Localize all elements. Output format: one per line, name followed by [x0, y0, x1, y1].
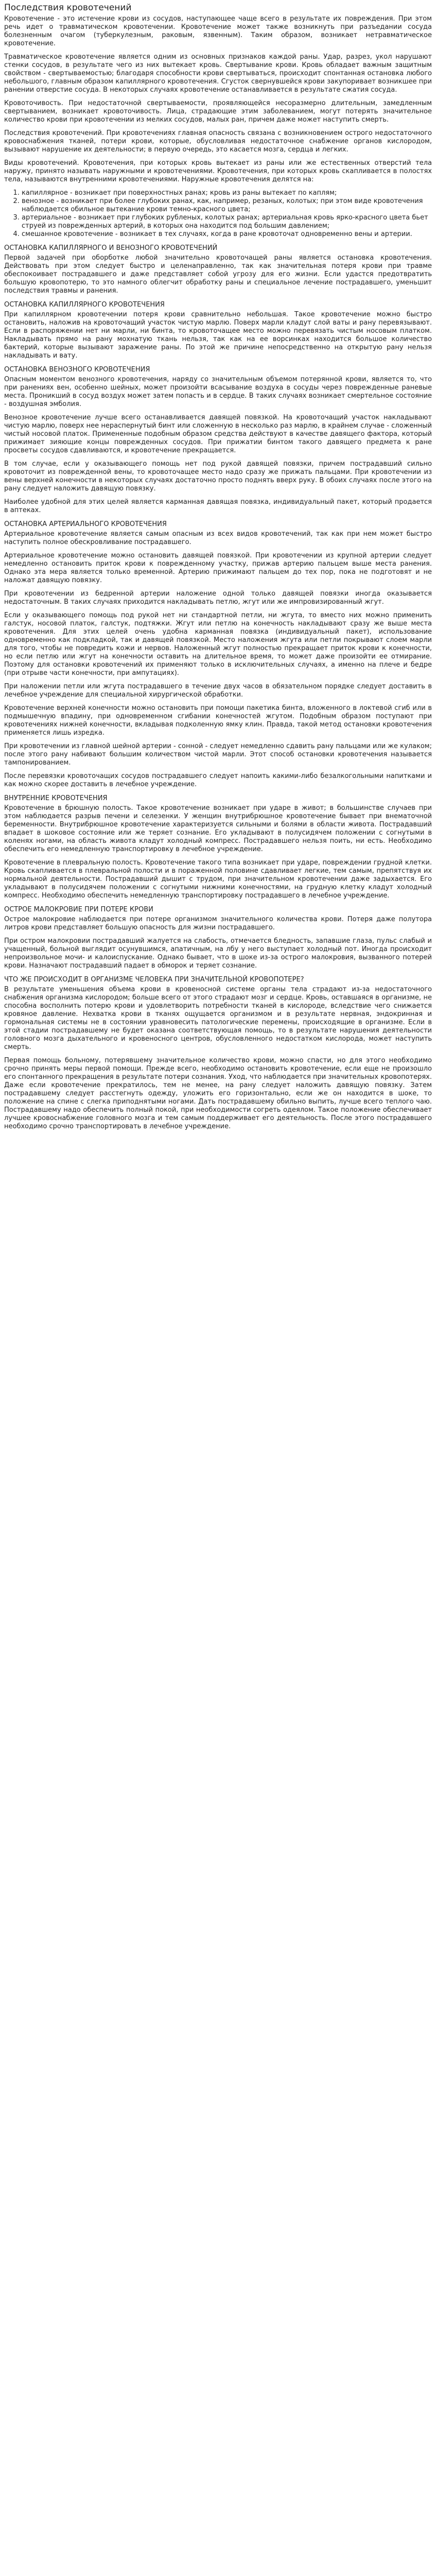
paragraph: При кровотечении из бедренной артерии наложение одной только давящей повязки иногда оказывается недостаточным. В таких случаях приходится накладывать петлю, жгут или же импровизированный жгут.: [4, 590, 432, 606]
paragraph: Кровотечение в брюшную полость. Такое кровотечение возникает при ударе в живот; в большинстве случаев при этом наблюдается разрыв печени и селезенки. У женщин внутрибрюшное кровотечение бывает при внематочной беременности. Внутрибрюшное кровотечение характеризуется сильными и болями в области живота. Пострадавший впадает в шоковое состояние или же теряет сознание. Его укладывают в полусидячем положении с согнутыми в коленях ногами, на область живота кладут холодный компресс. Пострадавшего нельзя поить, ни есть. Необходимо обеспечить его немедленную транспортировку в лечебное учреждение.: [4, 804, 432, 853]
paragraph: При наложении петли или жгута пострадавшего в течение двух часов в обязательном порядке следует доставить в лечебное учреждение для специальной хирургической обработки.: [4, 683, 432, 699]
section-heading: ОСТАНОВКА КАПИЛЛЯРНОГО КРОВОТЕЧЕНИЯ: [4, 301, 165, 309]
list-item: 2. венозное - возникает при более глубоких ранах, как, например, резаных, колотых; при этом виде кровотечения наблюдается обильное вытекание крови темно-красного цвета;: [22, 197, 432, 214]
paragraph: В результате уменьшения объема крови в кровеносной системе органы тела страдают из-за недостаточного снабжения организма кислородом; больше всего от этого страдают мозг и сердце. Кровь, оставшаяся в организме, не способна восполнить потерю крови и удовлетворить потребности тканей в кислороде, вследствие чего снижается кровяное давление. Нехватка крови в тканях ощущается организмом и в результате нервная, эндокринная и гормональная системы не в состоянии уравновесить патологические перемены, происходящие в организме. Если в этой стадии пострадавшему не будет оказана соответствующая помощь, то в результате нарушения деятельности головного мозга дыхательного и кровеносного центров, обусловленного недостатком кислорода, может наступить смерть.: [4, 986, 432, 1051]
paragraph: Артериальное кровотечение можно остановить давящей повязкой. При кровотечении из крупной артерии следует немедленно остановить приток крови к поврежденному участку, прижав артерию пальцем выше места ранения. Однако эта мера является только временной. Артерию прижимают пальцем до тех пор, пока не подготовят и не наложат давящую повязку.: [4, 552, 432, 584]
paragraph: Артериальное кровотечение является самым опасным из всех видов кровотечений, так как при нем может быстро наступить полное обескровливание пострадавшего.: [4, 530, 432, 546]
paragraph: Последствия кровотечений. При кровотечениях главная опасность связана с возникновением острого недостаточного кровоснабжения тканей, потери крови, которые, обусловливая недостаточное снабжение органов кислородом, вызывают нарушение их деятельности; в первую очередь, это касается мозга, сердца и легких.: [4, 129, 432, 154]
paragraph: Наиболее удобной для этих целей является карманная давящая повязка, индивидуальный пакет, который продается в аптеках.: [4, 498, 432, 514]
paragraph: Кровотечение - это истечение крови из сосудов, наступающее чаще всего в результате их повреждения. При этом речь идет о травматическом кровотечении. Кровотечение может также возникнуть при разъедании сосуда болезненным очагом (туберкулезным, раковым, язвенным). Таким образом, возникает нетравматическое кровотечение.: [4, 15, 432, 47]
document-body: [4, 15, 432, 1131]
numbered-list: [4, 189, 432, 239]
section-heading: ВНУТРЕННИЕ КРОВОТЕЧЕНИЯ: [4, 794, 108, 802]
paragraph: Если у оказывающего помощь под рукой нет ни стандартной петли, ни жгута, то вместо них можно применить галстук, носовой платок, галстук, подтяжки. Жгут или петлю на конечность накладывают сразу же выше места кровотечения. Для этих целей очень удобна карманная повязка (индивидуальный пакет), использование одновременно как подкладкой, так и давящей повязкой. Место наложения жгута или петли покрывают слоем марли для того, чтобы не повредить кожи и нервов. Наложенный жгут полностью прекращает приток крови к конечности, но если петлю или жгут на конечности оставить на длительное время, то может даже произойти ее отмирание. Поэтому для остановки кровотечений их применяют только в исключительных случаях, а именно на плече и бедре (при отрыве части конечности, при ампутациях).: [4, 612, 432, 677]
paragraph: При кровотечении из главной шейной артерии - сонной - следует немедленно сдавить рану пальцами или же кулаком; после этого рану набивают большим количеством чистой марли. Этот способ остановки кровотечения называется тампонированием.: [4, 742, 432, 767]
page-title: Последствия кровотечений: [4, 3, 132, 13]
paragraph: Опасным моментом венозного кровотечения, наряду со значительным объемом потерянной крови, является то, что при ранениях вен, особенно шейных, может произойти всасывание воздуха в сосуды через поврежденные раневые места. Проникший в сосуд воздух может затем попасть и в сердце. В таких случаях возникает смертельное состояние - воздушная эмболия.: [4, 376, 432, 408]
paragraph: Кровоточивость. При недостаточной свертываемости, проявляющейся несоразмерно длительным, замедленным свертыванием, возникает кровоточивость. Лица, страдающие этим заболеванием, могут потерять значительное количество крови при кровотечении из мелких сосудов, малых ран, причем даже может наступить смерть.: [4, 99, 432, 124]
paragraph: Венозное кровотечение лучше всего останавливается давящей повязкой. На кровоточащий участок накладывают чистую марлю, поверх нее нераспернутый бинт или сложенную в несколько раз марлю, в крайнем случае - сложенный чистый носовой платок. Примененные подобным образом средства действуют в качестве давящего фактора, который прижимает зияющие концы поврежденных сосудов. При прижатии бинтом такого давящего предмета к ране просветы сосудов сдавливаются, и кровотечение прекращается.: [4, 414, 432, 454]
paragraph: После перевязки кровоточащих сосудов пострадавшего следует напоить какими-либо безалкогольными напитками и как можно скорее доставить в лечебное учреждение.: [4, 772, 432, 788]
paragraph: Острое малокровие наблюдается при потере организмом значительного количества крови. Потеря даже полутора литров крови представляет большую опасность для жизни пострадавшего.: [4, 916, 432, 931]
paragraph: Кровотечение верхней конечности можно остановить при помощи пакетика бинта, вложенного в локтевой сгиб или в подмышечную впадину, при одновременном сгибании конечностей жгутом. Подобным образом поступают при кровотечениях нижней конечности, вкладывая подколенную ямку клин. Правда, такой метод остановки кровотечения применяется лишь изредка.: [4, 704, 432, 737]
list-item: 4. смешанное кровотечение - возникает в тех случаях, когда в ране кровоточат одновременно вены и артерии.: [22, 230, 432, 239]
paragraph: При капиллярном кровотечении потеря крови сравнительно небольшая. Такое кровотечение можно быстро остановить, наложив на кровоточащий участок чистую марлю. Поверх марли кладут слой ваты и рану перевязывают. Если в распоряжении нет ни марли, ни бинта, то кровоточащее место можно перевязать чистым носовым платком. Накладывать прямо на рану мохнатую ткань нельзя, так как на ее ворсинках находится большое количество бактерий, которые вызывают заражение раны. По этой же причине непосредственно на открытую рану нельзя накладывать и вату.: [4, 311, 432, 360]
paragraph: Травматическое кровотечение является одним из основных признаков каждой раны. Удар, разрез, укол нарушают стенки сосудов, в результате чего из них вытекает кровь. Свертывание крови. Кровь обладает важным защитным свойством - свертываемостью; благодаря способности крови свертываться, происходит спонтанная остановка любого небольшого, главным образом капиллярного кровотечения. Сгусток свернувшейся крови закупоривает возникшее при ранении отверстие сосуда. В некоторых случаях кровотечение останавливается в результате сжатия сосуда.: [4, 53, 432, 94]
section-heading: ОСТРОЕ МАЛОКРОВИЕ ПРИ ПОТЕРЕ КРОВИ: [4, 906, 153, 913]
section-heading: ОСТАНОВКА КАПИЛЛЯРНОГО И ВЕНОЗНОГО КРОВОТЕЧЕНИЙ: [4, 244, 218, 252]
section-heading: ОСТАНОВКА ВЕНОЗНОГО КРОВОТЕЧЕНИЯ: [4, 366, 150, 374]
document: [0, 0, 436, 1139]
paragraph: Кровотечение в плевральную полость. Кровотечение такого типа возникает при ударе, повреждении грудной клетки. Кровь скапливается в плевральной полости и в пораженной половине сдавливает легкие, тем самым, препятствуя их нормальной деятельности. Пострадавший дышит с трудом, при значительном кровотечении даже задыхается. Его укладывают в полусидячем положении с согнутыми нижними конечностями, на грудную клетку кладут холодный компресс. Необходимо обеспечить немедленную транспортировку пострадавшего в лечебное учреждение.: [4, 859, 432, 900]
paragraph: Первой задачей при оборботке любой значительно кровоточащей раны является остановка кровотечения. Действовать при этом следует быстро и целенаправленно, так как значительная потеря крови при травме обеспокоивает пострадавшего и даже представляет собой угрозу для его жизни. Если удастся предотвратить большую кровопотерю, то это намного облегчит обработку раны и специальное лечение пострадавшего, уменьшит последствия травмы и ранения.: [4, 254, 432, 295]
paragraph: Виды кровотечений. Кровотечения, при которых кровь вытекает из раны или же естественных отверстий тела наружу, принято называть наружными и кровотечениями. Кровотечения, при которых кровь скапливается в полостях тела, называются внутренними кровотечениями. Наружные кровотечения делятся на:: [4, 159, 432, 183]
paragraph: При остром малокровии пострадавший жалуется на слабость, отмечается бледность, запавшие глаза, пульс слабый и учащенный, больной выглядит осунувшимся, апатичным, на лбу у него выступает холодный пот. Иногда происходит непроизвольное мочи- и калоиспускание. Однако бывает, что в шоке из-за острого малокровия, вызванного потерей крови. Назначают пострадавший падает в обморок и теряет сознание.: [4, 937, 432, 970]
list-item: 3. артериальное - возникает при глубоких рубленых, колотых ранах; артериальная кровь ярко-красного цвета бьет струей из поврежденных артерий, в которых она находится под большим давлением;: [22, 214, 432, 230]
list-item: 1. капиллярное - возникает при поверхностных ранах; кровь из раны вытекает по каплям;: [22, 189, 432, 197]
paragraph: В том случае, если у оказывающего помощь нет под рукой давящей повязки, причем пострадавший сильно кровоточит из поврежденной вены, то кровоточащее место надо сразу же прижать пальцами. При кровотечении из вены верхней конечности в некоторых случаях достаточно просто поднять вверх руку. В обоих случаях после этого на рану следует наложить давящую повязку.: [4, 460, 432, 493]
section-heading: ЧТО ЖЕ ПРОИСХОДИТ В ОРГАНИЗМЕ ЧЕЛОВЕКА ПРИ ЗНАЧИТЕЛЬНОЙ КРОВОПОТЕРЕ?: [4, 976, 304, 984]
paragraph: Первая помощь больному, потерявшему значительное количество крови, можно спасти, но для этого необходимо срочно принять меры первой помощи. Прежде всего, необходимо остановить кровотечение, если еще не произошло его спонтанного прекращения в результате потери сознания. Уход, что наблюдается при значительных кровопотерях. Даже если кровотечение прекратилось, тем не менее, на рану следует наложить давящую повязку. Затем пострадавшему следует расстегнуть одежду, уложить его горизонтально, если же он находится в шоке, то положение на спине с слегка приподнятыми ногами. Дать пострадавшему обильно выпить, лучше всего теплого чаю. Пострадавшему надо обеспечить полный покой, при необходимости согреть одеялом. Такое положение обеспечивает лучшее кровоснабжение головного мозга и тем самым поддерживает его деятельность. После этого пострадавшего необходимо срочно транспортировать в лечебное учреждение.: [4, 1057, 432, 1130]
section-heading: ОСТАНОВКА АРТЕРИАЛЬНОГО КРОВОТЕЧЕНИЯ: [4, 520, 167, 528]
